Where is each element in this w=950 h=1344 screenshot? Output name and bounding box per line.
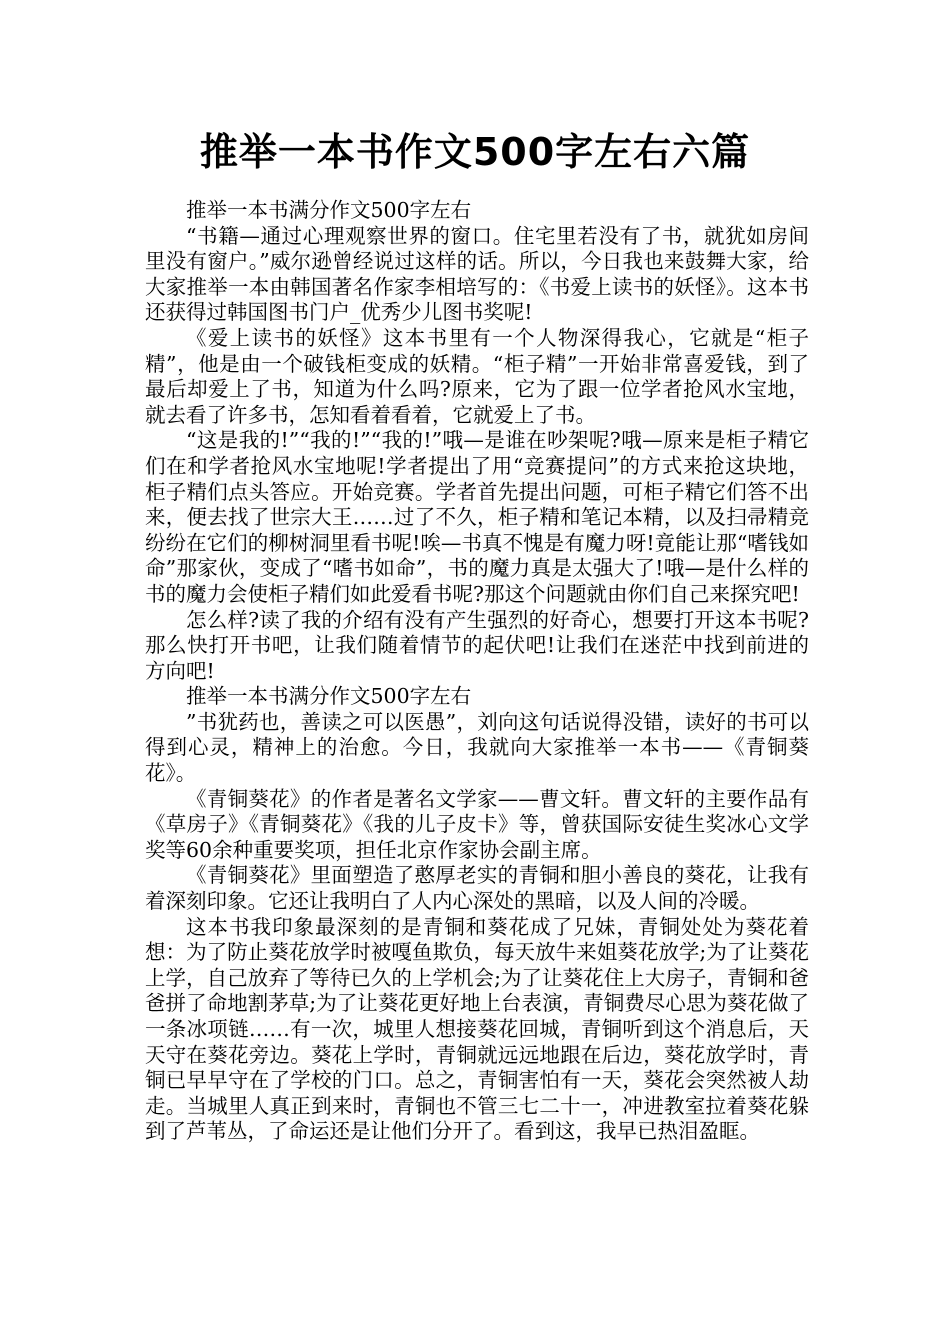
paragraph: 《青铜葵花》的作者是著名文学家——曹文轩。曹文轩的主要作品有《草房子》《青铜葵花》《我的儿子皮卡》等，曾获国际安徒生奖冰心文学奖等60余种重要奖项，担任北京作家协会副主席。 [145, 786, 809, 862]
document-title: 推举一本书作文500字左右六篇 [199, 130, 751, 174]
document-body [145, 198, 809, 1145]
paragraph: “这是我的!”“我的!”“我的!”哦—是谁在吵架呢?哦—原来是柜子精它们在和学者抢风水宝地呢!学者提出了用“竞赛提问”的方式来抢这块地，柜子精们点头答应。开始竞赛。学者首先提出问题，可柜子精它们答不出来，便去找了世宗大王……过了不久，柜子精和笔记本精，以及扫帚精竞纷纷在它们的柳树洞里看书呢!唉—书真不愧是有魔力呀!竟能让那“嗜钱如命”那家伙，变成了“嗜书如命”，书的魔力真是太强大了!哦—是什么样的书的魔力会使柜子精们如此爱看书呢?那这个问题就由你们自己来探究吧! [145, 428, 809, 606]
paragraph: “书籍—通过心理观察世界的窗口。住宅里若没有了书，就犹如房间里没有窗户。”威尔逊曾经说过这样的话。所以，今日我也来鼓舞大家，给大家推举一本由韩国著名作家李相培写的：《书爱上读书的妖怪》。这本书还获得过韩国图书门户_优秀少儿图书奖呢! [145, 223, 809, 325]
paragraph: ”书犹药也，善读之可以医愚”，刘向这句话说得没错，读好的书可以得到心灵，精神上的治愈。今日，我就向大家推举一本书——《青铜葵花》。 [145, 709, 809, 786]
section-heading-1: 推举一本书满分作文500字左右 [186, 198, 472, 222]
section-heading-2: 推举一本书满分作文500字左右 [186, 684, 472, 709]
paragraph: 《青铜葵花》里面塑造了憨厚老实的青铜和胆小善良的葵花，让我有着深刻印象。它还让我明白了人内心深处的黑暗，以及人间的冷暖。 [145, 863, 809, 914]
paragraph: 《爱上读书的妖怪》这本书里有一个人物深得我心，它就是“柜子精”，他是由一个破钱柜变成的妖精。“柜子精”一开始非常喜爱钱，到了最后却爱上了书，知道为什么吗?原来，它为了跟一位学者抢风水宝地，就去看了许多书，怎知看着看着，它就爱上了书。 [145, 325, 809, 427]
paragraph: 这本书我印象最深刻的是青铜和葵花成了兄妹，青铜处处为葵花着想：为了防止葵花放学时被嘎鱼欺负，每天放牛来姐葵花放学;为了让葵花上学，自己放弃了等待已久的上学机会;为了让葵花住上大房子，青铜和爸爸拼了命地割茅草;为了让葵花更好地上台表演，青铜费尽心思为葵花做了一条冰项链……有一次，城里人想接葵花回城，青铜听到这个消息后，天天守在葵花旁边。葵花上学时，青铜就远远地跟在后边，葵花放学时，青铜已早早守在了学校的门口。总之，青铜害怕有一天，葵花会突然被人劫走。当城里人真正到来时，青铜也不管三七二十一，冲进教室拉着葵花躲到了芦苇丛，了命运还是让他们分开了。看到这，我早已热泪盈眶。 [145, 914, 809, 1144]
paragraph: 怎么样?读了我的介绍有没有产生强烈的好奇心，想要打开这本书呢?那么快打开书吧，让我们随着情节的起伏吧!让我们在迷茫中找到前进的方向吧! [145, 607, 809, 683]
